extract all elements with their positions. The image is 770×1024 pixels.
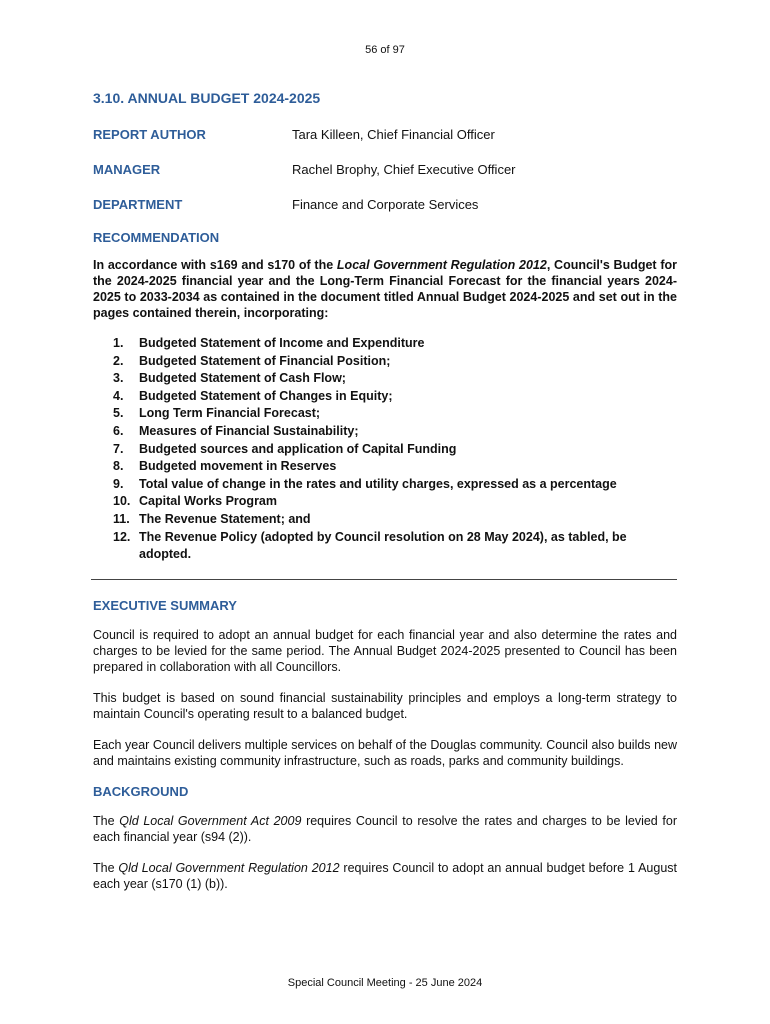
meta-key: DEPARTMENT [93,197,183,212]
meta-key: REPORT AUTHOR [93,127,206,142]
section-title: 3.10. ANNUAL BUDGET 2024-2025 [93,90,321,106]
executive-summary-heading: EXECUTIVE SUMMARY [93,597,237,613]
list-number: 8. [113,459,124,474]
list-text: Budgeted Statement of Changes in Equity; [139,388,393,403]
recommendation-heading: RECOMMENDATION [93,230,220,245]
bg-text: requires Council to resolve the rates and charges to be levied for each financial year (s94 (2)). [93,813,678,844]
meta-value: Rachel Brophy, Chief Executive Officer [292,162,516,177]
list-item [93,423,677,441]
list-text: The Revenue Policy (adopted by Council resolution on 28 May 2024), as tabled, be adopted. [139,529,627,562]
list-number: 2. [113,353,124,368]
exec-paragraph: Each year Council delivers multiple services on behalf of the Douglas community. Council also builds new and maintains existing community infrastructure, such as roads, parks and community buildings. [93,737,677,768]
exec-paragraph: This budget is based on sound financial sustainability principles and employs a long-term strategy to maintain Council's operating result to a balanced budget. [93,690,677,721]
background-paragraph [93,860,677,892]
list-item [93,405,677,423]
meta-row-report-author [93,127,677,142]
list-text: Budgeted Statement of Cash Flow; [139,371,346,386]
list-item [93,353,677,371]
list-item [93,493,677,511]
meta-row-manager [93,162,677,177]
list-text: Measures of Financial Sustainability; [139,423,359,438]
intro-italic: Local Government Regulation 2012 [336,258,547,272]
list-item [93,441,677,459]
section-divider [91,579,677,580]
bg-text: The [93,813,120,828]
meta-value: Finance and Corporate Services [292,197,479,212]
list-number: 5. [113,406,124,421]
meta-value: Tara Killeen, Chief Financial Officer [292,127,495,142]
list-number: 3. [113,371,124,386]
list-number: 6. [113,423,124,438]
list-text: The Revenue Statement; and [139,511,311,526]
list-item [93,476,677,494]
list-item [93,458,677,476]
bg-text: requires Council to adopt an annual budget before 1 August each year (s170 (1) (b)). [93,860,677,891]
background-paragraph [93,813,677,845]
list-item [93,511,677,529]
list-number: 4. [113,388,124,403]
bg-italic: Qld Local Government Regulation 2012 [118,860,340,875]
list-text: Budgeted Statement of Financial Position; [139,353,391,368]
list-number: 7. [113,441,124,456]
meta-row-department [93,197,677,212]
list-number: 10. [113,494,131,509]
page-footer: Special Council Meeting - 25 June 2024 [287,977,483,989]
list-item [93,388,677,406]
list-item [93,370,677,388]
intro-text: In accordance with s169 and s170 of the [93,258,337,272]
recommendation-list [93,335,677,564]
meta-key: MANAGER [93,162,161,177]
list-text: Long Term Financial Forecast; [139,406,321,421]
list-item [93,529,677,564]
bg-italic: Qld Local Government Act 2009 [119,813,302,828]
list-item [93,335,677,353]
list-text: Budgeted sources and application of Capital Funding [139,441,457,456]
intro-text: , Council's Budget for the 2024-2025 financial year and the Long-Term Financial Forecast for the financial years 2024-2025 to 2033-2034 as contained in the document titled Annual Budget 2024-2025 and set out in the pages contained therein, incorporating: [93,258,677,320]
list-text: Budgeted Statement of Income and Expenditure [139,336,425,350]
recommendation-intro [93,257,677,321]
page-content [93,90,677,907]
list-number: 9. [113,476,124,491]
exec-paragraph: Council is required to adopt an annual budget for each financial year and also determine the rates and charges to be levied for the same period. The Annual Budget 2024-2025 presented to Council has been prepared in collaboration with all Councillors. [93,627,677,674]
list-text: Capital Works Program [139,494,278,509]
list-text: Budgeted movement in Reserves [139,459,337,474]
bg-text: The [93,860,119,875]
list-text: Total value of change in the rates and utility charges, expressed as a percentage [139,476,617,491]
page-number: 56 of 97 [365,44,405,56]
list-number: 1. [113,336,124,350]
background-heading: BACKGROUND [93,783,189,799]
list-number: 11. [113,511,130,526]
list-number: 12. [113,529,131,544]
